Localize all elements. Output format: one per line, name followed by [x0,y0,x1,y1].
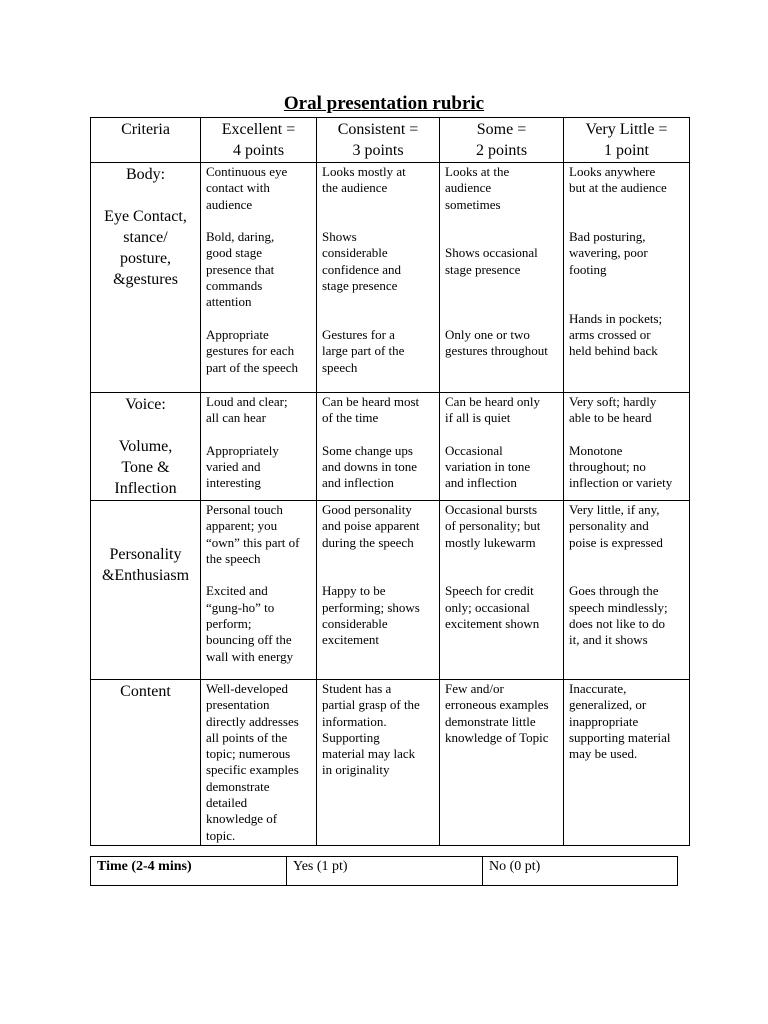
text-line: Bad posturing, [569,229,646,245]
text-line: Some change ups [322,442,413,458]
body-very-little-cell [564,163,690,393]
header-row [91,118,690,163]
text-line: knowledge of [206,811,278,827]
text-line: partial grasp of the [322,697,420,713]
text-line: Gestures for a [322,326,395,342]
text-line: erroneous examples [445,697,549,713]
time-yes: Yes (1 pt) [287,857,483,886]
text-line: Shows [322,229,357,245]
row-content [91,680,690,846]
text-line [206,213,312,229]
text-line: and downs in tone [322,459,417,475]
criteria-voice [91,393,201,501]
text-line: presence that [206,261,275,277]
text-line: part of the speech [206,359,299,375]
text-line: Speech for credit [445,583,534,599]
text-line [569,427,685,443]
text-line: and inflection [322,475,394,491]
text-line: arms crossed or [569,326,651,342]
text-line [569,197,685,213]
text-line: performing; shows [322,599,420,615]
header-consistent [317,118,440,163]
text-line: Occasional bursts [445,502,538,517]
text-line [206,311,312,327]
text-line [445,311,559,327]
text-line: Happy to be [322,583,386,599]
text-line: speech mindlessly; [569,599,668,615]
text-line [445,278,559,294]
text-line: Shows occasional [445,245,538,261]
text-line: Personal touch [206,502,283,517]
text-line: &Enthusiasm [101,567,190,584]
text-line: Continuous eye [206,164,288,179]
text-line: apparent; you [206,518,278,534]
body-excellent-cell [201,163,317,393]
text-line: the audience [322,180,388,196]
text-line: mostly lukewarm [445,534,536,550]
text-line: varied and [206,459,261,475]
text-line: and inflection [445,475,517,491]
text-line [322,311,435,327]
text-line: generalized, or [569,697,647,713]
text-line: stance/ [123,229,168,246]
text-line: Looks at the [445,164,510,179]
time-table [90,856,678,886]
text-line [569,278,685,294]
text-line: Body: [125,166,166,183]
text-line: large part of the [322,343,405,359]
text-line: throughout; no [569,459,646,475]
content-excellent-cell [201,680,317,846]
text-line: gestures for each [206,343,295,359]
text-line: 1 point [604,142,649,159]
text-line [322,197,435,213]
text-line: supporting material [569,729,671,745]
text-line: considerable [322,245,388,261]
text-line: knowledge of Topic [445,729,549,745]
text-line: Good personality [322,502,412,517]
header-very-little [564,118,690,163]
text-line: in originality [322,762,390,778]
text-line: inappropriate [569,713,639,729]
text-line [93,185,198,206]
text-line: material may lack [322,746,416,762]
text-line: Content [120,683,171,700]
text-line: presentation [206,697,270,713]
text-line: “gung-ho” to [206,599,275,615]
personality-excellent-cell [201,501,317,680]
text-line: attention [206,294,252,310]
text-line: gestures throughout [445,343,548,359]
body-some-cell [440,163,564,393]
text-line: Supporting [322,729,380,745]
text-line: excitement [322,632,380,648]
text-line: does not like to do [569,616,666,632]
header-some [440,118,564,163]
header-criteria-text: Criteria [121,121,170,138]
text-line: demonstrate [206,778,270,794]
text-line [206,427,312,443]
text-line: topic. [206,827,236,843]
text-line: Hands in pockets; [569,310,663,326]
text-line: Tone & [121,459,170,476]
text-line: if all is quiet [445,410,511,426]
time-row [91,857,678,886]
header-criteria [91,118,201,163]
text-line: Looks mostly at [322,164,406,179]
text-line: Only one or two [445,326,530,342]
time-label: Time (2-4 mins) [91,857,287,886]
body-consistent-cell [317,163,440,393]
rubric-table [90,117,690,846]
text-line: Voice: [125,396,166,413]
text-line: personality and [569,518,649,534]
text-line: posture, [119,250,172,267]
text-line: all can hear [206,410,266,426]
text-line: Monotone [569,442,623,458]
text-line: Very soft; hardly [569,394,657,409]
text-line: demonstrate little [445,713,536,729]
text-line: variation in tone [445,459,531,475]
text-line: perform; [206,616,252,632]
text-line: Eye Contact, [104,208,187,225]
header-excellent [201,118,317,163]
text-line: Loud and clear; [206,394,288,409]
text-line [322,567,435,583]
text-line [569,567,685,583]
text-line: but at the audience [569,180,667,196]
text-line [322,551,435,567]
text-line: Student has a [322,681,392,696]
text-line [569,294,685,310]
text-line [322,213,435,229]
text-line: confidence and [322,261,402,277]
text-line [93,523,198,544]
text-line: of the time [322,410,379,426]
text-line: excitement shown [445,616,540,632]
text-line: and poise apparent [322,518,420,534]
text-line: detailed [206,795,248,811]
text-line: 3 points [352,142,404,159]
text-line: Appropriately [206,442,279,458]
text-line [445,427,559,443]
time-no: No (0 pt) [483,857,678,886]
text-line [445,229,559,245]
text-line: Some = [476,121,527,138]
text-line: considerable [322,616,388,632]
text-line [569,551,685,567]
text-line: during the speech [322,534,414,550]
text-line [206,567,312,583]
voice-very-little-cell [564,393,690,501]
text-line: 4 points [232,142,285,159]
text-line: Goes through the [569,583,659,599]
text-line: stage presence [445,261,521,277]
text-line: Excellent = [221,121,296,138]
content-very-little-cell [564,680,690,846]
text-line: Bold, daring, [206,229,275,245]
text-line [322,427,435,443]
voice-some-cell [440,393,564,501]
voice-excellent-cell [201,393,317,501]
text-line: Inflection [114,480,177,497]
text-line: wavering, poor [569,245,648,261]
text-line: 2 points [475,142,528,159]
text-line [93,415,198,436]
text-line: “own” this part of [206,534,300,550]
personality-very-little-cell [564,501,690,680]
text-line: footing [569,261,607,277]
text-line: audience [445,180,492,196]
text-line: held behind back [569,343,658,359]
text-line: specific examples [206,762,299,778]
text-line: Very Little = [585,121,668,138]
text-line: Personality [109,546,182,563]
text-line: it, and it shows [569,632,648,648]
text-line [445,294,559,310]
content-some-cell [440,680,564,846]
text-line: Volume, [118,438,173,455]
text-line [569,213,685,229]
text-line: the speech [206,550,261,566]
text-line: Can be heard only [445,394,540,409]
text-line: contact with [206,180,270,196]
content-consistent-cell [317,680,440,846]
text-line: of personality; but [445,518,541,534]
criteria-body [91,163,201,393]
personality-some-cell [440,501,564,680]
text-line [445,551,559,567]
text-line: only; occasional [445,599,530,615]
text-line [445,213,559,229]
text-line: speech [322,359,358,375]
text-line: all points of the [206,729,288,745]
text-line: interesting [206,475,261,491]
row-voice [91,393,690,501]
text-line: topic; numerous [206,746,291,762]
text-line: able to be heard [569,410,652,426]
text-line: bouncing off the [206,632,292,648]
text-line: inflection or variety [569,475,673,491]
text-line: sometimes [445,196,501,212]
text-line: audience [206,196,253,212]
criteria-content [91,680,201,846]
text-line: Consistent = [337,121,419,138]
text-line: Very little, if any, [569,502,660,517]
text-line: directly addresses [206,713,299,729]
row-personality [91,501,690,680]
text-line: Few and/or [445,681,504,696]
voice-consistent-cell [317,393,440,501]
personality-consistent-cell [317,501,440,680]
text-line: may be used. [569,746,638,762]
page-title: Oral presentation rubric [283,93,485,114]
text-line: Excited and [206,583,268,599]
text-line [93,502,198,523]
text-line [322,294,435,310]
text-line: wall with energy [206,648,294,664]
text-line: Inaccurate, [569,681,627,696]
text-line: Well-developed [206,681,288,696]
text-line: Looks anywhere [569,164,656,179]
text-line: good stage [206,245,262,261]
text-line: information. [322,713,387,729]
text-line: Occasional [445,442,503,458]
text-line: commands [206,278,263,294]
text-line: Appropriate [206,326,269,342]
text-line [445,567,559,583]
text-line: poise is expressed [569,534,663,550]
text-line: stage presence [322,278,398,294]
criteria-personality [91,501,201,680]
row-body [91,163,690,393]
text-line: &gestures [113,271,178,288]
text-line: Can be heard most [322,394,420,409]
